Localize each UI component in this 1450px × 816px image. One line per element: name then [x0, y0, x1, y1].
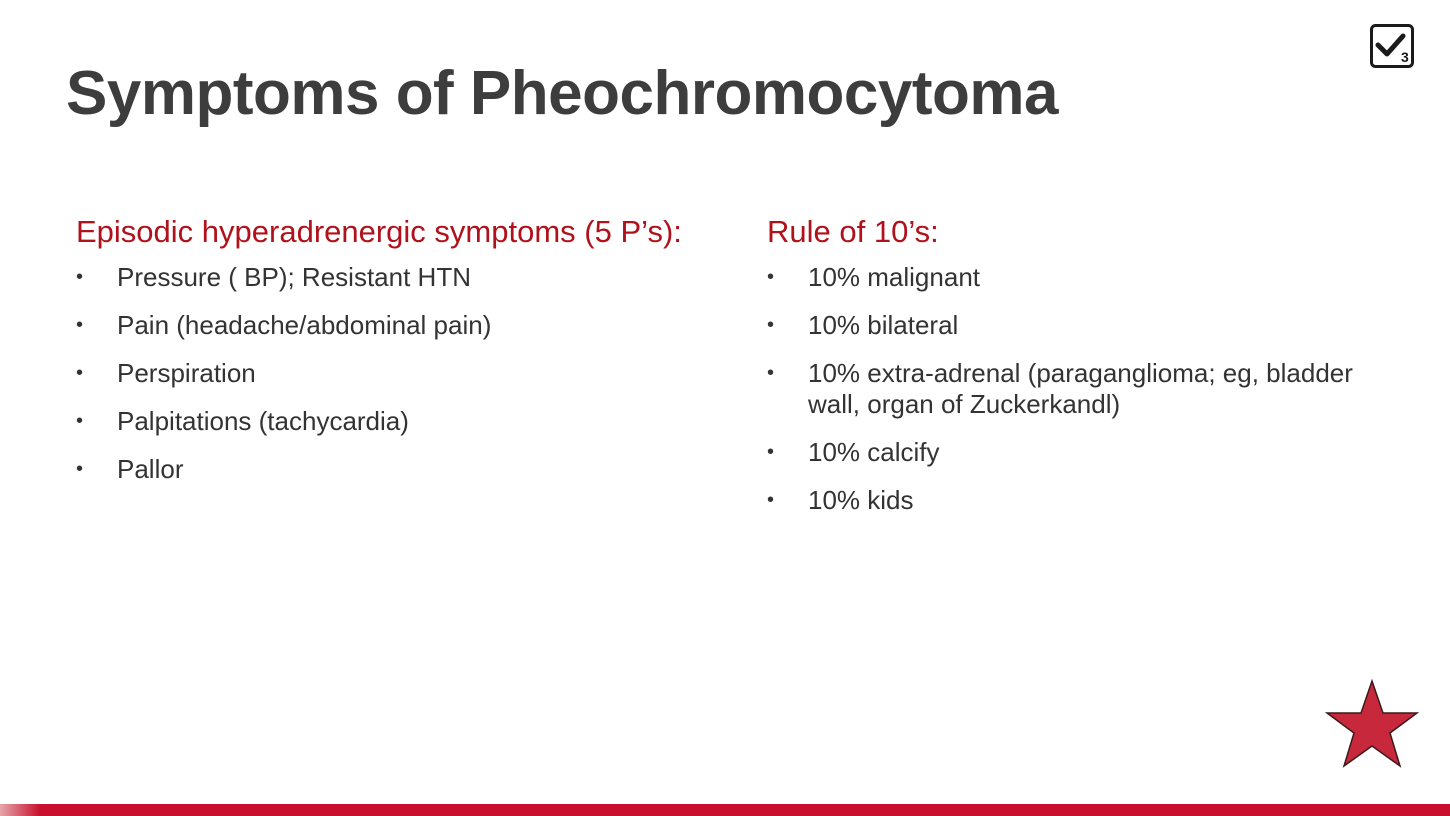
bullet-icon: •	[767, 362, 775, 384]
list-item: • 10% extra-adrenal (paraganglioma; eg, bladder wall, organ of Zuckerkandl)	[767, 358, 1353, 419]
right-list	[767, 262, 1387, 516]
bullet-icon: •	[767, 441, 775, 463]
accent-bar	[0, 804, 1450, 816]
list-item: • Pallor	[76, 454, 184, 484]
list-item: • Perspiration	[76, 358, 256, 388]
left-heading: Episodic hyperadrenergic symptoms (5 P’s):	[76, 214, 682, 249]
bullet-icon: •	[767, 314, 775, 336]
checkbox-check-icon	[1370, 24, 1414, 68]
slide-title: Symptoms of Pheochromocytoma	[66, 59, 1058, 128]
list-item: • 10% calcify	[767, 437, 940, 467]
list-item: • 10% bilateral	[767, 310, 959, 340]
left-list	[76, 262, 696, 485]
bullet-icon: •	[767, 489, 775, 511]
bullet-icon: •	[767, 266, 775, 288]
right-heading: Rule of 10’s:	[767, 214, 939, 249]
bullet-icon: •	[76, 458, 84, 480]
bullet-icon: •	[76, 410, 84, 432]
list-item: • Pressure ( BP); Resistant HTN	[76, 262, 471, 292]
bullet-icon: •	[76, 314, 84, 336]
list-item: • 10% malignant	[767, 262, 980, 292]
star-icon	[1324, 678, 1420, 770]
logo-number: 3	[1401, 49, 1409, 65]
left-column	[76, 212, 696, 502]
list-item: • 10% kids	[767, 485, 914, 515]
bullet-icon: •	[76, 362, 84, 384]
list-item: • Palpitations (tachycardia)	[76, 406, 409, 436]
logo	[1370, 24, 1410, 64]
bullet-icon: •	[76, 266, 84, 288]
right-column	[767, 212, 1387, 533]
list-item: • Pain (headache/abdominal pain)	[76, 310, 492, 340]
